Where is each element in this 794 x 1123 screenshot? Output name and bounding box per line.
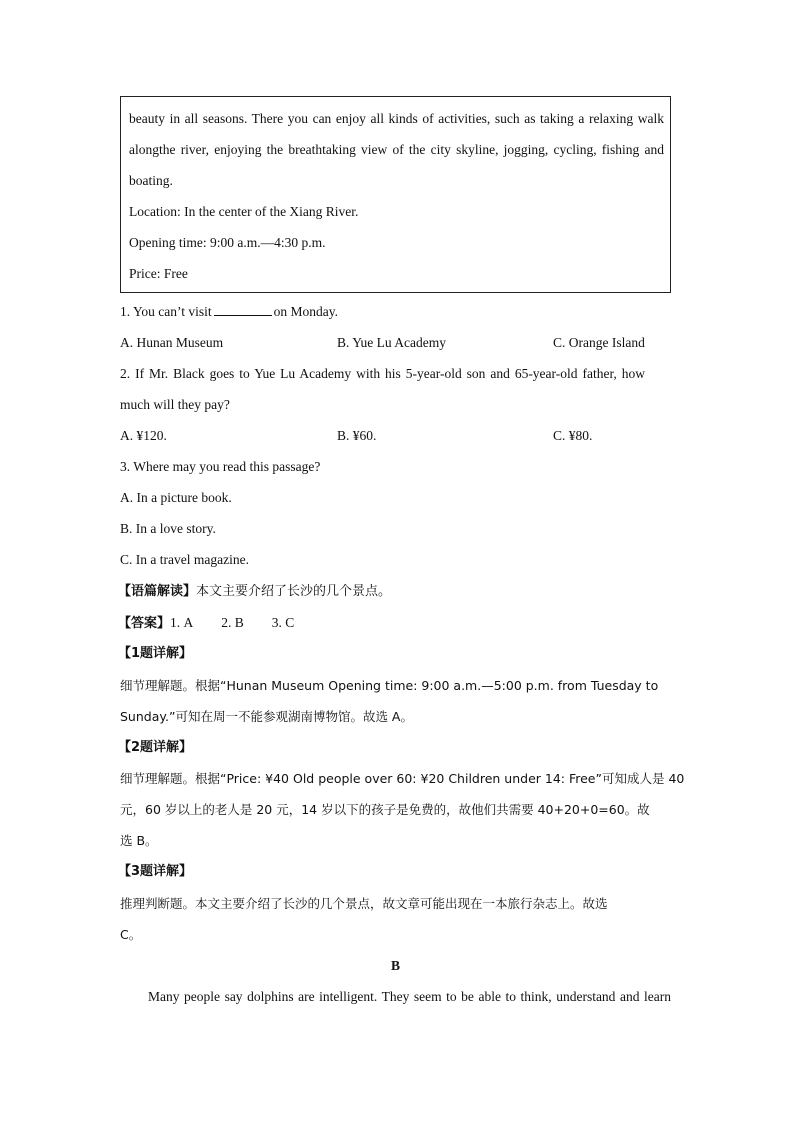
answer-1: 1. A	[170, 615, 194, 630]
section-b-first-line: Many people say dolphins are intelligent. They seem to be able to think, understand and learn	[148, 989, 671, 1004]
question-2-option-c: C. ¥80.	[553, 428, 593, 443]
question-3-option-b: B. In a love story.	[120, 521, 216, 536]
q2-heading: 【2题详解】	[118, 740, 193, 755]
q1-line-2: Sunday.”可知在周一不能参观湖南博物馆。故选 A。	[120, 709, 413, 724]
answer-line	[118, 614, 294, 633]
question-1-stem-end: on Monday.	[273, 304, 339, 319]
question-3-option-c: C. In a travel magazine.	[120, 552, 249, 567]
question-1-option-a: A. Hunan Museum	[120, 335, 224, 350]
question-1-option-b: B. Yue Lu Academy	[337, 335, 446, 350]
summary-label: 【语篇解读】	[118, 584, 197, 599]
passage-price: Price: Free	[129, 266, 188, 281]
answer-label: 【答案】	[118, 616, 171, 631]
summary-line	[118, 583, 391, 601]
question-1-stem	[120, 303, 338, 321]
passage-line-1: beauty in all seasons. There you can enjoy all kinds of activities, such as taking a relaxing walk	[129, 111, 664, 126]
question-3-stem: 3. Where may you read this passage?	[120, 459, 321, 474]
question-1-stem-start: 1. You can’t visit	[120, 304, 212, 319]
passage-line-2: alongthe river, enjoying the breathtaking view of the city skyline, jogging, cycling, fishing and	[129, 142, 664, 157]
q3-heading: 【3题详解】	[118, 864, 193, 879]
q2-line-2: 元，60 岁以上的老人是 20 元，14 岁以下的孩子是免费的，故他们共需要 40+20+0=60。故	[120, 802, 650, 817]
passage-location: Location: In the center of the Xiang River.	[129, 204, 359, 219]
answer-3: 3. C	[271, 615, 295, 630]
answer-2: 2. B	[221, 615, 244, 630]
q2-line-1: 细节理解题。根据“Price: ¥40 Old people over 60: ¥20 Children under 14: Free”可知成人是 40	[120, 771, 685, 786]
summary-text: 本文主要介绍了长沙的几个景点。	[196, 584, 392, 599]
question-1-option-c: C. Orange Island	[553, 335, 645, 350]
q1-line-1: 细节理解题。根据“Hunan Museum Opening time: 9:00 a.m.—5:00 p.m. from Tuesday to	[120, 678, 659, 693]
question-3-option-a: A. In a picture book.	[120, 490, 232, 505]
q3-line-2: C。	[120, 927, 142, 942]
passage-opening-time: Opening time: 9:00 a.m.—4:30 p.m.	[129, 235, 326, 250]
question-2-option-a: A. ¥120.	[120, 428, 167, 443]
q3-line-1: 推理判断题。本文主要介绍了长沙的几个景点，故文章可能出现在一本旅行杂志上。故选	[120, 896, 608, 911]
passage-line-3: boating.	[129, 173, 173, 188]
q1-heading: 【1题详解】	[118, 646, 193, 661]
question-2-stem-line-2: much will they pay?	[120, 397, 230, 412]
answer-blank	[214, 303, 272, 316]
q2-line-3: 选 B。	[120, 833, 158, 848]
question-2-option-b: B. ¥60.	[337, 428, 377, 443]
section-b-title: B	[391, 958, 401, 973]
question-2-stem-line-1: 2. If Mr. Black goes to Yue Lu Academy with his 5-year-old son and 65-year-old father, how	[120, 366, 645, 381]
